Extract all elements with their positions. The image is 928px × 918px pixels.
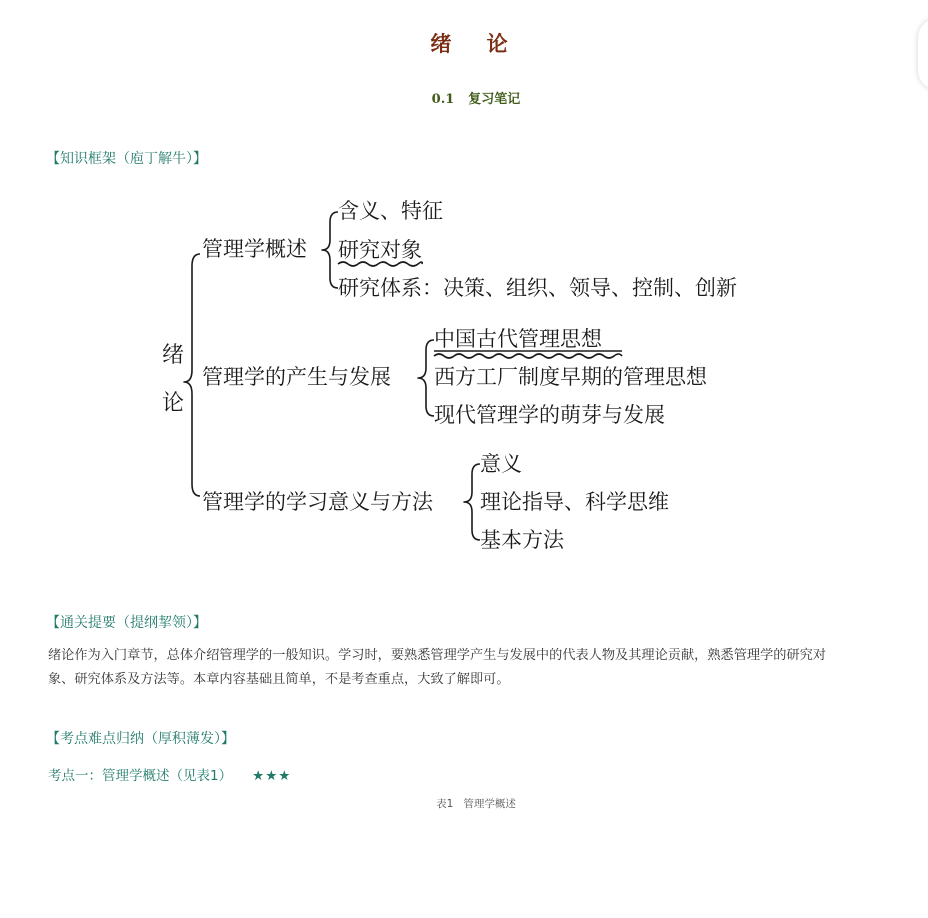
mindmap-branch-3: 管理学的学习意义与方法 [202,490,433,514]
mindmap-root-char-2: 论 [162,391,185,416]
mindmap-branch-3-item-3: 基本方法 [480,528,564,552]
knowledge-framework-heading: 【知识框架（庖丁解牛）】 [46,151,207,167]
overview-line-1: 绪论作为入门章节，总体介绍管理学的一般知识。学习时，要熟悉管理学产生与发展中的代表人物及其理论贡献，熟悉管理学的研究对 [48,648,827,663]
mindmap-branch-3-item-1: 意义 [480,452,522,476]
section-number: 0.1 [431,92,455,107]
mindmap-wavy-underline-2 [434,354,622,358]
page-title: 绪 论 [430,32,522,56]
mindmap-branch-2-item-3: 现代管理学的萌芽与发展 [434,403,665,427]
key-point-1-label: 考点一：管理学概述（见表1） [48,768,233,784]
overview-heading: 【通关提要（提纲挈领）】 [46,615,207,631]
mindmap-branch-2-brace [418,340,434,416]
mindmap-root-char-1: 绪 [162,343,185,368]
mindmap-branch-1: 管理学概述 [202,237,307,261]
mindmap-branch-3-brace [464,464,480,540]
mindmap-branch-1-brace [322,212,338,288]
mindmap-wavy-underline-1 [338,262,422,266]
key-points-heading: 【考点难点归纳（厚积薄发）】 [46,731,235,747]
key-point-1-stars: ★★★ [252,768,292,784]
table-caption-number: 表1 [436,798,454,810]
floating-scroll-handle[interactable] [918,18,928,90]
section-title: 复习笔记 [468,92,521,107]
overview-line-2: 象、研究体系及方法等。本章内容基础且简单，不是考查重点，大致了解即可。 [48,672,510,687]
mindmap-branch-1-item-2: 研究对象 [338,238,422,262]
mindmap-branch-2-item-1: 中国古代管理思想 [434,327,602,351]
mindmap-branch-2: 管理学的产生与发展 [202,365,391,389]
mindmap-branch-3-item-2: 理论指导、科学思维 [480,490,669,514]
overview-paragraph [48,644,896,692]
mindmap-branch-1-item-1: 含义、特征 [338,199,443,223]
table-caption-title: 管理学概述 [463,798,516,810]
table-caption [0,796,928,811]
mindmap-branch-2-item-2: 西方工厂制度早期的管理思想 [434,365,707,389]
mindmap-root-brace [184,254,200,496]
key-point-1 [48,764,291,784]
mindmap-branch-1-item-3: 研究体系：决策、组织、领导、控制、创新 [338,276,737,300]
